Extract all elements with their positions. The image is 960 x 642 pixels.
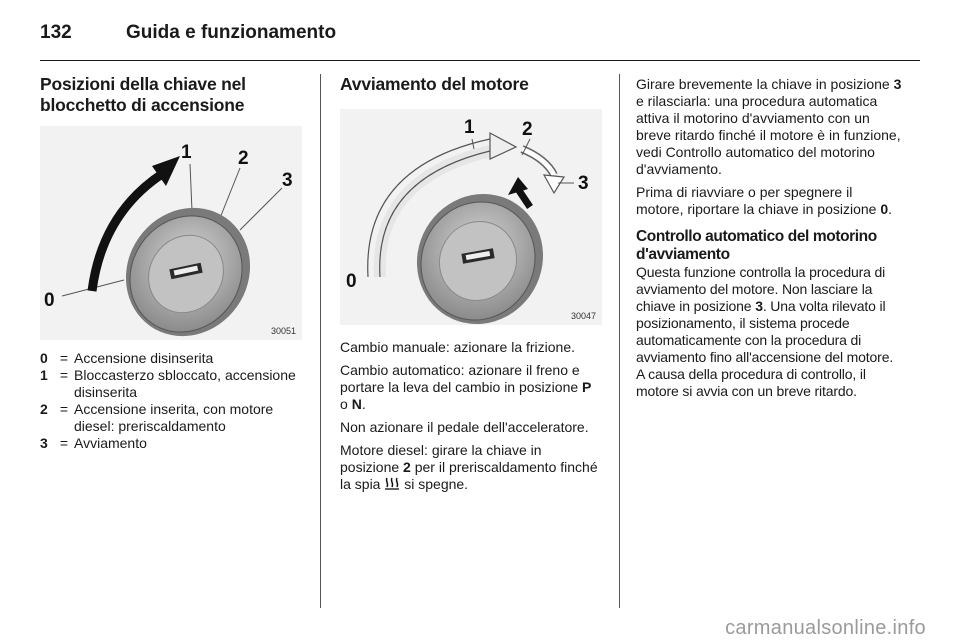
paragraph-accelerator: Non azionare il pedale dell'acceleratore. [340,419,589,435]
column-key-positions [40,72,302,612]
bold-run: 0 [880,201,889,217]
leader-line-2 [220,168,240,218]
legend-key: 0 [40,350,48,366]
leader-line-3 [240,188,282,230]
legend-equals: = [59,367,69,383]
paragraph-diesel [340,442,602,493]
column-start-procedure [636,76,902,612]
section-heading-key-positions: Posizioni della chiave nel blocchetto di accensione [40,74,246,115]
page-number: 132 [40,22,72,43]
legend-row [40,367,302,401]
legend-equals: = [59,401,69,417]
text-run: . Una volta rilevato il posizionamento, il sistema procede automaticamente con la procedura di avviamento fino all'accensione del motore. A causa della procedura di controllo, il motore si avvia con un breve ritardo. [636,298,894,399]
position-label-1: 1 [464,117,475,138]
figure-engine-start [340,109,602,325]
text-run: . [361,396,366,412]
position-label-0: 0 [44,290,55,311]
text-run: Motore diesel: girare la chiave in posizione [340,442,542,475]
column-engine-start [340,72,602,612]
column-divider [320,74,321,608]
figure-code: 30047 [570,311,596,321]
bold-run: 3 [755,298,763,314]
legend-text: Accensione disinserita [74,350,214,366]
bold-run: 2 [403,459,411,475]
text-run: Questa funzione controlla la procedura di avviamento del motore. Non lasciare la chiave in posizione [636,264,886,314]
legend-equals: = [59,350,69,366]
subheading-automatic-starter: Controllo automatico del motorino d'avviamento [636,228,877,263]
paragraph-restart [636,184,902,218]
legend-row [40,435,302,452]
legend-row [40,401,302,435]
legend-equals: = [59,435,69,451]
watermark: carmanualsonline.info [725,617,926,639]
ignition-diagram-start [340,109,602,325]
bold-run: N [351,396,362,412]
legend-row [40,350,302,367]
column-divider [619,74,620,608]
text-run: e rilasciarla: una procedura automatica attiva il motorino d'avviamento con un breve ritardo finché il motore è in funzione, vedi Controllo automatico del motorino d'avviamento. [636,93,901,177]
running-title: Guida e funzionamento [126,22,337,43]
position-label-2: 2 [238,148,249,169]
legend-key: 1 [40,367,48,383]
key-position-legend [40,350,302,452]
bold-run: P [582,379,592,395]
arc-arrowhead-3 [544,175,564,193]
glow-plug-icon [384,477,400,490]
position-label-1: 1 [181,142,192,163]
engine-start-text [340,339,602,493]
position-label-3: 3 [578,173,589,194]
arc-arrowhead-1 [490,133,516,159]
text-run: . [888,201,893,217]
paragraph-automatic-starter [636,264,902,400]
section-heading-engine-start: Avviamento del motore [340,74,529,94]
text-run: Cambio automatico: azionare il freno e portare la leva del cambio in posizione [340,362,583,395]
legend-text: Accensione inserita, con motore diesel: preriscaldamento [74,401,274,434]
leader-line-1 [190,164,192,211]
paragraph-automatic-gearbox [340,362,602,413]
paragraph-manual-gearbox: Cambio manuale: azionare la frizione. [340,339,576,355]
text-run: per il preriscaldamento finché la spia [340,459,598,492]
paragraph-turn-key [636,76,902,178]
legend-key: 2 [40,401,48,417]
text-run: Prima di riavviare o per spegnere il motore, riportare la chiave in posizione [636,184,881,217]
header-rule [40,60,920,61]
position-label-3: 3 [282,170,293,191]
text-run: si spegne. [400,476,469,492]
position-label-0: 0 [346,271,357,292]
text-run: o [340,396,352,412]
figure-code: 30051 [270,326,296,336]
page-header [40,18,336,48]
position-label-2: 2 [522,119,533,140]
start-arrow-shaft [518,189,530,207]
legend-key: 3 [40,435,48,451]
bold-run: 3 [893,76,902,92]
figure-key-positions [40,126,302,340]
legend-text: Bloccasterzo sbloccato, accensione disinserita [74,367,296,400]
ignition-diagram [40,126,302,340]
text-run: Girare brevemente la chiave in posizione [636,76,894,92]
legend-text: Avviamento [74,435,147,451]
